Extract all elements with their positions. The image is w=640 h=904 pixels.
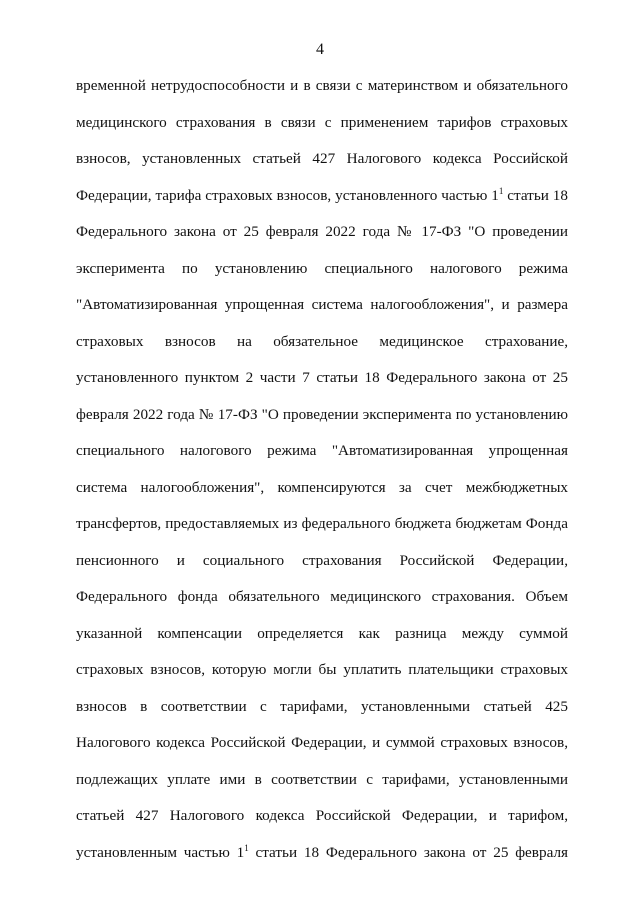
text-segment: статьи 18 [503, 186, 568, 204]
body-text [76, 75, 568, 878]
text-line: указанной компенсации определяется как разница между суммой [76, 624, 568, 642]
text-line: статьей 427 Налогового кодекса Российской Федерации, и тарифом, [76, 807, 568, 824]
text-line: страховых взносов на обязательное медицинское страхование, [76, 332, 568, 350]
text-line [76, 185, 568, 222]
text-line: страховых взносов, которую могли бы уплатить плательщики страховых [76, 661, 568, 678]
text-line: эксперимента по установлению специального налогового режима [76, 259, 568, 277]
text-line: взносов в соответствии с тарифами, установленными статьей 425 [76, 697, 568, 715]
text-line: "Автоматизированная упрощенная система налогообложения", и размера [76, 296, 568, 313]
text-segment: установленным частью 1 [76, 843, 245, 861]
text-line: пенсионного и социального страхования Российской Федерации, [76, 551, 568, 569]
text-line: взносов, установленных статьей 427 Налогового кодекса Российской [76, 150, 568, 167]
text-line: Налогового кодекса Российской Федерации, и суммой страховых взносов, [76, 734, 568, 751]
text-line: Федерального закона от 25 февраля 2022 года № 17-ФЗ "О проведении [76, 223, 568, 240]
text-line [76, 842, 568, 879]
text-line: подлежащих уплате ими в соответствии с тарифами, установленными [76, 770, 568, 788]
text-line: временной нетрудоспособности и в связи с материнством и обязательного [76, 77, 568, 94]
text-line: трансфертов, предоставляемых из федерального бюджета бюджетам Фонда [76, 515, 568, 532]
text-line: Федерального фонда обязательного медицинского страхования. Объем [76, 588, 568, 605]
page-number: 4 [316, 41, 324, 58]
text-line: медицинского страхования в связи с применением тарифов страховых [76, 113, 568, 131]
text-line: система налогообложения", компенсируются за счет межбюджетных [76, 478, 568, 496]
text-segment: статьи 18 Федерального закона от 25 февраля [248, 843, 569, 861]
text-line: февраля 2022 года № 17-ФЗ "О проведении эксперимента по установлению [76, 405, 568, 423]
text-line: специального налогового режима "Автоматизированная упрощенная [76, 442, 568, 459]
superscript: 1 [244, 842, 249, 853]
text-segment: Федерации, тарифа страховых взносов, установленного частью 1 [76, 186, 499, 204]
text-line: установленного пунктом 2 части 7 статьи 18 Федерального закона от 25 [76, 369, 568, 386]
superscript: 1 [498, 185, 504, 196]
